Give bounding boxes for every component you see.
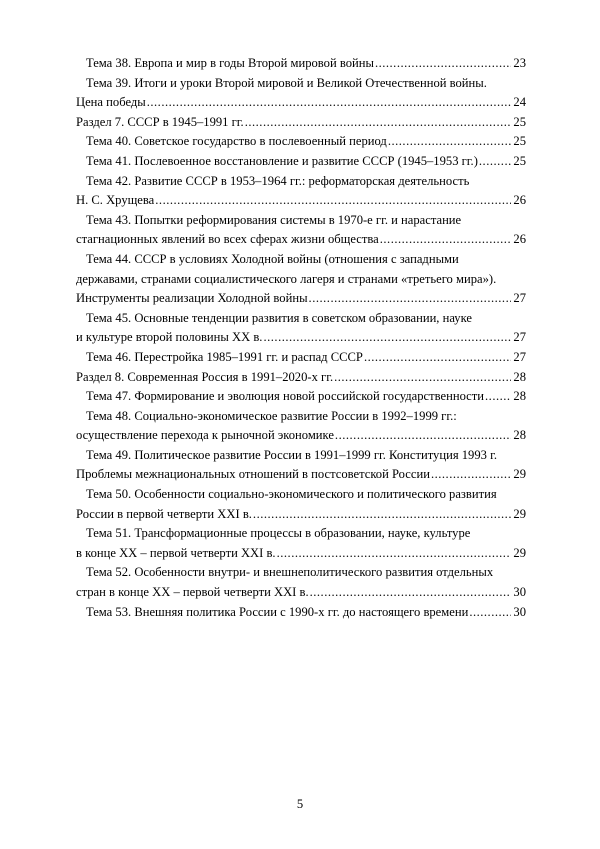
toc-entry-title: и культуре второй половины XX в. [76,330,263,345]
toc-section-entry[interactable] [76,113,526,133]
toc-topic-entry[interactable] [76,250,526,309]
toc-entry-title-line: державами, странами социалистического лагеря и странами «третьего мира»). [76,271,497,286]
toc-entry-title: Раздел 8. Современная Россия в 1991–2020-х гг. [76,369,334,384]
toc-entry-title-line: Тема 43. Попытки реформирования системы в 1970-е гг. и нарастание [86,212,462,227]
toc-entry-title: Инструменты реализации Холодной войны [76,291,308,306]
toc-page-number: 26 [513,232,526,247]
toc-topic-entry[interactable] [76,152,526,172]
toc-topic-entry[interactable] [76,485,526,524]
toc-entry-title: Тема 47. Формирование и эволюция новой российской государственности [86,389,485,404]
toc-leader-dots [469,603,511,623]
toc-leader-dots [431,465,511,485]
toc-entry-title-line: Тема 44. СССР в условиях Холодной войны (отношения с западными [86,251,459,266]
toc-entry-title-line: Тема 52. Особенности внутри- и внешнеполитического развития отдельных [86,565,494,580]
toc-topic-entry[interactable] [76,132,526,152]
toc-page-number: 29 [513,545,526,560]
toc-entry-title: стран в конце XX – первой четверти XXI в. [76,585,309,600]
toc-entry-title: Тема 53. Внешняя политика России с 1990-х гг. до настоящего времени [86,604,469,619]
toc-section-entry[interactable] [76,368,526,388]
toc-page-number: 30 [513,604,526,619]
toc-page-number: 28 [513,389,526,404]
toc-leader-dots [380,230,512,250]
toc-entry-title-line: Тема 48. Социально-экономическое развитие России в 1992–1999 гг.: [86,408,457,423]
toc-entry-title: Тема 41. Послевоенное восстановление и развитие СССР (1945–1953 гг.) [86,153,478,168]
toc-topic-entry[interactable] [76,407,526,446]
toc-leader-dots [310,583,512,603]
toc-entry-title: Раздел 7. СССР в 1945–1991 гг. [76,114,244,129]
toc-leader-dots [485,387,511,407]
toc-topic-entry[interactable] [76,524,526,563]
toc-page-number: 27 [513,349,526,364]
toc-leader-dots [364,348,511,368]
toc-page-number: 25 [513,153,526,168]
toc-topic-entry[interactable] [76,172,526,211]
toc-entry-title: Н. С. Хрущева [76,193,155,208]
toc-page-number: 27 [513,291,526,306]
toc-entry-title-line: Тема 39. Итоги и уроки Второй мировой и Великой Отечественной войны. [86,75,487,90]
toc-page-number: 29 [513,467,526,482]
toc-entry-title-line: Тема 42. Развитие СССР в 1953–1964 гг.: реформаторская деятельность [86,173,470,188]
toc-entry-title: в конце XX – первой четверти XXI в. [76,545,276,560]
toc-leader-dots [263,328,511,348]
toc-leader-dots [335,426,511,446]
table-of-contents [76,54,526,622]
toc-entry-title: осуществление перехода к рыночной экономике [76,428,334,443]
toc-topic-entry[interactable] [76,603,526,623]
toc-leader-dots [388,132,512,152]
toc-leader-dots [375,54,511,74]
toc-topic-entry[interactable] [76,348,526,368]
toc-page-number: 28 [513,428,526,443]
toc-page-number: 26 [513,193,526,208]
toc-entry-title: Тема 38. Европа и мир в годы Второй мировой войны [86,56,374,70]
toc-entry-title-line: Тема 51. Трансформационные процессы в образовании, науке, культуре [86,526,471,541]
toc-leader-dots [334,368,511,388]
toc-leader-dots [309,289,512,309]
toc-entry-title: России в первой четверти XXI в. [76,506,252,521]
toc-page-number: 25 [513,114,526,129]
toc-topic-entry[interactable] [76,211,526,250]
toc-leader-dots [277,544,512,564]
toc-leader-dots [245,113,512,133]
toc-topic-entry[interactable] [76,387,526,407]
toc-topic-entry[interactable] [76,309,526,348]
toc-leader-dots [147,93,512,113]
page-number: 5 [296,797,304,811]
toc-topic-entry[interactable] [76,74,526,113]
toc-entry-title: Проблемы межнациональных отношений в постсоветской России [76,467,430,482]
toc-page-number: 27 [513,330,526,345]
toc-entry-title: Цена победы [76,95,146,110]
toc-entry-title: Тема 46. Перестройка 1985–1991 гг. и распад СССР [86,349,363,364]
toc-entry-title-line: Тема 45. Основные тенденции развития в советском образовании, науке [86,310,472,325]
toc-page-number: 25 [513,134,526,149]
toc-leader-dots [253,505,511,525]
toc-entry-title-line: Тема 49. Политическое развитие России в 1991–1999 гг. Конституция 1993 г. [86,447,497,462]
toc-page-number: 24 [513,95,526,110]
toc-entry-title: Тема 40. Советское государство в послевоенный период [86,134,387,149]
toc-page-number: 28 [513,369,526,384]
toc-topic-entry[interactable] [76,54,526,74]
toc-page-number: 30 [513,585,526,600]
toc-entry-title: стагнационных явлений во всех сферах жизни общества [76,232,379,247]
toc-leader-dots [155,191,511,211]
toc-page-number: 29 [513,506,526,521]
toc-page-number: 23 [513,56,526,70]
toc-leader-dots [479,152,512,172]
toc-entry-title-line: Тема 50. Особенности социально-экономического и политического развития [86,487,497,502]
toc-topic-entry[interactable] [76,563,526,602]
toc-topic-entry[interactable] [76,446,526,485]
